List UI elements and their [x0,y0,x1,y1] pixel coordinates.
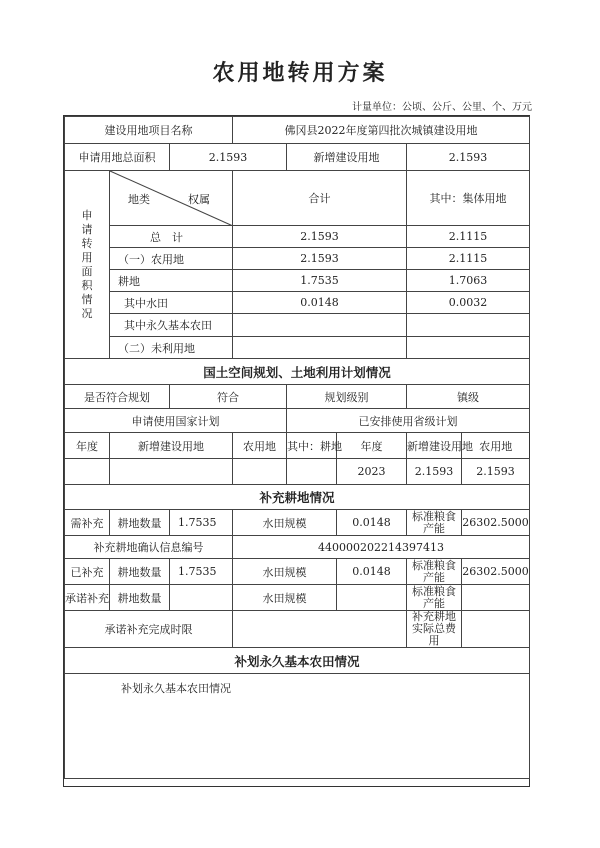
conversion-header-row [65,171,530,226]
conversion-row [65,314,530,337]
conversion-row-total: 2.1593 [233,226,407,248]
promise-paddy-label: 水田规模 [233,585,337,611]
total-row [65,144,530,171]
done-farmland-label: 耕地数量 [110,559,170,585]
conversion-row-collective [407,314,530,337]
conversion-row-label: （一）农用地 [110,248,233,270]
plan-value: 2023 [337,459,407,485]
confirm-label: 补充耕地确认信息编号 [65,536,233,559]
done-farmland-value: 1.7535 [170,559,233,585]
basic-farmland-section-row [65,648,530,674]
conversion-row-total [233,314,407,337]
promise-farmland-label: 耕地数量 [110,585,170,611]
conversion-row [65,248,530,270]
promise-grain-label: 标准粮食产能 [407,585,462,611]
promise-paddy-value [337,585,407,611]
promise-farmland-value [170,585,233,611]
plan-value [233,459,287,485]
conversion-row-label: （二）未利用地 [110,337,233,359]
plan-col-header: 其中：耕地 [287,433,337,459]
plan-col-header: 农用地 [462,433,530,459]
promise-grain-value [462,585,530,611]
conversion-row-label: 总 计 [110,226,233,248]
need-farmland-value: 1.7535 [170,510,233,536]
plan-value [110,459,233,485]
col-total-header: 合计 [233,171,407,226]
new-construction-label: 新增建设用地 [287,144,407,171]
form-frame [63,115,530,787]
diagonal-header-cell [110,171,233,226]
basic-farmland-label: 补划永久基本农田情况 [121,682,231,695]
need-row [65,510,530,536]
provincial-plan-label: 已安排使用省级计划 [287,409,530,433]
plan-col-header: 农用地 [233,433,287,459]
units-note: 计量单位：公顷、公斤、公里、个、万元 [352,102,532,113]
need-label: 需补充 [65,510,110,536]
conversion-row-collective: 1.7063 [407,270,530,292]
plan-value [287,459,337,485]
promise-label: 承诺补充 [65,585,110,611]
need-paddy-value: 0.0148 [337,510,407,536]
basic-farmland-row [65,674,530,779]
conversion-row-label: 其中永久基本农田 [110,314,233,337]
conversion-row [65,337,530,359]
planning-conform-row [65,385,530,409]
conversion-row-label: 耕地 [110,270,233,292]
conform-value: 符合 [170,385,287,409]
conversion-row-total: 0.0148 [233,292,407,314]
plan-type-row [65,409,530,433]
conversion-row [65,292,530,314]
plan-col-header: 年度 [65,433,110,459]
conversion-side-text: 申请转用面积情况 [81,208,93,320]
done-label: 已补充 [65,559,110,585]
conversion-row-collective: 0.0032 [407,292,530,314]
need-grain-value: 26302.5000 [462,510,530,536]
planning-section-row [65,359,530,385]
supplement-section-title: 补充耕地情况 [65,485,530,510]
plan-columns-row [65,433,530,459]
col-collective-header: 其中：集体用地 [407,171,530,226]
cost-label: 补充耕地实际总费用 [407,611,462,648]
plan-value: 2.1593 [462,459,530,485]
total-value: 2.1593 [170,144,287,171]
plan-level-label: 规划级别 [287,385,407,409]
need-farmland-label: 耕地数量 [110,510,170,536]
confirm-value: 440000202214397413 [233,536,530,559]
done-paddy-label: 水田规模 [233,559,337,585]
deadline-row [65,611,530,648]
conversion-row [65,270,530,292]
conform-label: 是否符合规划 [65,385,170,409]
promise-row [65,585,530,611]
conversion-row-collective [407,337,530,359]
basic-farmland-cell [65,674,530,779]
conversion-row-total [233,337,407,359]
plan-values-row [65,459,530,485]
conversion-side-label [65,171,110,359]
page-title: 农用地转用方案 [212,60,388,86]
supplement-section-row [65,485,530,510]
form-table [64,116,530,779]
done-paddy-value: 0.0148 [337,559,407,585]
basic-farmland-section-title: 补划永久基本农田情况 [65,648,530,674]
conversion-row-collective: 2.1115 [407,226,530,248]
plan-level-value: 镇级 [407,385,530,409]
conversion-row-label: 其中水田 [110,292,233,314]
project-label: 建设用地项目名称 [65,117,233,144]
header-ownership: 权属 [188,193,210,206]
plan-value [65,459,110,485]
planning-section-title: 国土空间规划、土地利用计划情况 [65,359,530,385]
conversion-row-total: 1.7535 [233,270,407,292]
plan-value: 2.1593 [407,459,462,485]
cost-value [462,611,530,648]
project-value: 佛冈县2022年度第四批次城镇建设用地 [233,117,530,144]
new-construction-value: 2.1593 [407,144,530,171]
deadline-label: 承诺补充完成时限 [65,611,233,648]
confirm-row [65,536,530,559]
conversion-row [65,226,530,248]
total-label: 申请用地总面积 [65,144,170,171]
header-land-type: 地类 [128,193,150,206]
project-row [65,117,530,144]
done-row [65,559,530,585]
deadline-value [233,611,407,648]
plan-col-header: 新增建设用地 [407,433,462,459]
need-grain-label: 标准粮食产能 [407,510,462,536]
conversion-row-total: 2.1593 [233,248,407,270]
done-grain-label: 标准粮食产能 [407,559,462,585]
done-grain-value: 26302.5000 [462,559,530,585]
national-plan-label: 申请使用国家计划 [65,409,287,433]
conversion-row-collective: 2.1115 [407,248,530,270]
plan-col-header: 新增建设用地 [110,433,233,459]
need-paddy-label: 水田规模 [233,510,337,536]
plan-col-header: 年度 [337,433,407,459]
